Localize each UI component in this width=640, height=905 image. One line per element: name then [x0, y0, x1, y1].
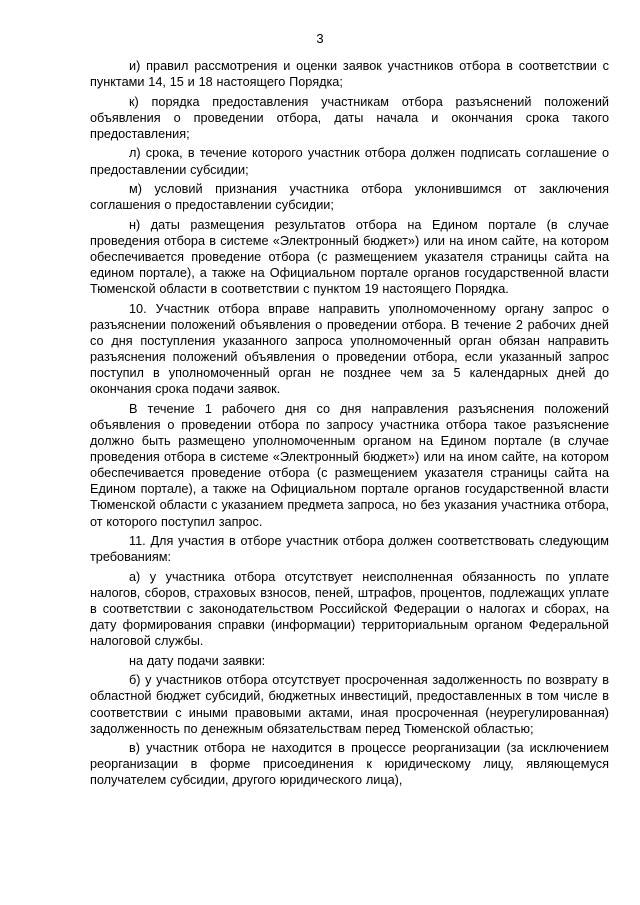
- paragraph-requirement-a: а) у участника отбора отсутствует неисполненная обязанность по уплате налогов, сборов, страховых взносов, пеней, штрафов, процентов, подлежащих уплате в соответствии с законодательством Российской Федерации о налогах и сборах, на дату формирования справки (информации) территориальным органом Федеральной налоговой службы.: [90, 569, 609, 649]
- paragraph-item-m: м) условий признания участника отбора уклонившимся от заключения соглашения о предоставлении субсидии;: [90, 182, 609, 213]
- paragraph-requirement-b: б) у участников отбора отсутствует просроченная задолженность по возврату в областной бюджет субсидий, бюджетных инвестиций, предоставленных в том числе в соответствии с иными правовыми актами, иная просроченная (неурегулированная) задолженность по денежным обязательствам перед Тюменской областью;: [90, 673, 609, 736]
- paragraph-item-n: н) даты размещения результатов отбора на Едином портале (в случае проведения отбора в системе «Электронный бюджет») или на ином сайте, на котором обеспечивается проведение отбора (с размещением указателя страницы сайта на едином портале), а также на Официальном портале органов государственной власти Тюменской области в соответствии с пунктом 19 настоящего Порядка.: [90, 217, 609, 297]
- paragraph-clause-10: 10. Участник отбора вправе направить уполномоченному органу запрос о разъяснении положений объявления о проведении отбора. В течение 2 рабочих дней со дня поступления указанного запроса уполномоченный орган обязан направить разъяснения положений объявления о проведении отбора, если указанный запрос поступил в уполномоченный орган не позднее чем за 5 календарных дней до окончания срока подачи заявок.: [90, 301, 609, 397]
- paragraph-clause-11: 11. Для участия в отборе участник отбора должен соответствовать следующим требованиям:: [90, 534, 609, 565]
- paragraph-item-i: и) правил рассмотрения и оценки заявок участников отбора в соответствии с пунктами 14, 15 и 18 настоящего Порядка;: [90, 59, 609, 90]
- page-number: 3: [316, 31, 324, 46]
- document-body: [90, 58, 609, 789]
- paragraph-application-date: на дату подачи заявки:: [129, 653, 266, 668]
- paragraph-item-k: к) порядка предоставления участникам отбора разъяснений положений объявления о проведении отбора, даты начала и окончания срока такого предоставления;: [90, 94, 609, 141]
- paragraph-requirement-v: в) участник отбора не находится в процессе реорганизации (за исключением реорганизации в форме присоединения к юридическому лицу, являющемуся получателем субсидии, другого юридического лица),: [90, 741, 609, 788]
- paragraph-item-l: л) срока, в течение которого участник отбора должен подписать соглашение о предоставлении субсидии;: [90, 146, 609, 177]
- paragraph-clarification-publishing: В течение 1 рабочего дня со дня направления разъяснения положений объявления о проведении отбора по запросу участника отбора такое разъяснение должно быть размещено уполномоченным органом на Едином портале (в случае проведения отбора в системе «Электронный бюджет») или на ином сайте, на котором обеспечивается проведение отбора (с размещением указателя страницы сайта на Едином портале), а также на Официальном портале органов государственной власти Тюменской области с указанием предмета запроса, но без указания участника отбора, от которого поступил запрос.: [90, 401, 609, 529]
